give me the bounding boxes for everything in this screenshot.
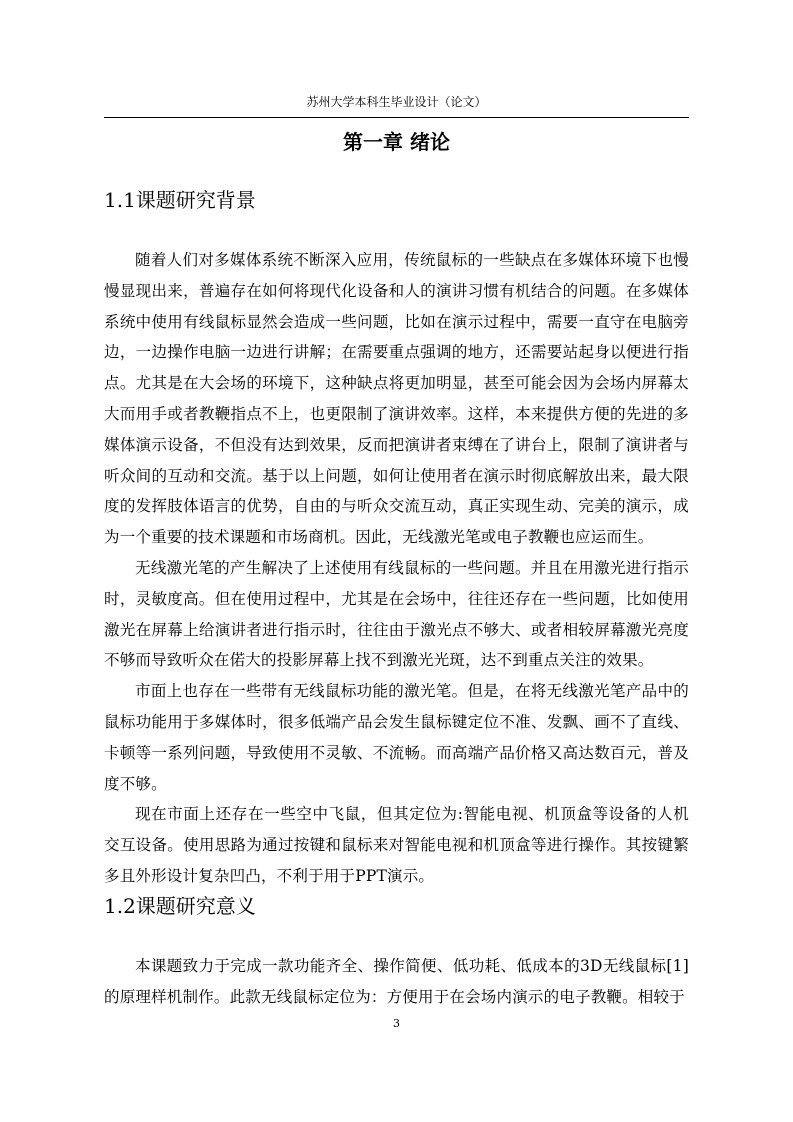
paragraph: 现在市面上还存在一些空中飞鼠，但其定位为:智能电视、机顶盒等设备的人机交互设备。使用思路为通过按键和鼠标来对智能电视和机顶盒等进行操作。其按键繁多且外形设计复杂凹凸，不利于用于PPT演示。 (104, 805, 689, 885)
page-number: 3 (393, 1017, 400, 1030)
running-header: 苏州大学本科生毕业设计（论文） (306, 95, 487, 109)
paragraph: 本课题致力于完成一款功能齐全、操作简便、低功耗、低成本的3D无线鼠标[1]的原理样机制作。此款无线鼠标定位为：方便用于在会场内演示的电子教鞭。相较于 (104, 957, 689, 1006)
section-heading-1-2: 1.2课题研究意义 (104, 894, 256, 918)
paragraph: 无线激光笔的产生解决了上述使用有线鼠标的一些问题。并且在用激光进行指示时，灵敏度高。但在使用过程中，尤其是在会场中，往往还存在一些问题，比如使用激光在屏幕上给演讲者进行指示时，往往由于激光点不够大、或者相较屏幕激光亮度不够而导致听众在偌大的投影屏幕上找不到激光光斑，达不到重点关注的效果。 (104, 558, 689, 670)
section-heading-1-1: 1.1课题研究背景 (104, 188, 256, 212)
paragraph: 随着人们对多媒体系统不断深入应用，传统鼠标的一些缺点在多媒体环境下也慢慢显现出来，普遍存在如何将现代化设备和人的演讲习惯有机结合的问题。在多媒体系统中使用有线鼠标显然会造成一些问题，比如在演示过程中，需要一直守在电脑旁边，一边操作电脑一边进行讲解；在需要重点强调的地方，还需要站起身以便进行指点。尤其是在大会场的环境下，这种缺点将更加明显，甚至可能会因为会场内屏幕太大而用手或者教鞭指点不上，也更限制了演讲效率。这样，本来提供方便的先进的多媒体演示设备，不但没有达到效果，反而把演讲者束缚在了讲台上，限制了演讲者与听众间的互动和交流。基于以上问题，如何让使用者在演示时彻底解放出来，最大限度的发挥肢体语言的优势，自由的与听众交流互动，真正实现生动、完美的演示，成为一个重要的技术课题和市场商机。因此，无线激光笔或电子教鞭也应运而生。 (104, 251, 689, 547)
section-1-1-body (104, 245, 689, 892)
paragraph: 市面上也存在一些带有无线鼠标功能的激光笔。但是，在将无线激光笔产品中的鼠标功能用于多媒体时，很多低端产品会发生鼠标键定位不准、发飘、画不了直线、卡顿等一系列问题，导致使用不灵敏、不流畅。而高端产品价格又高达数百元，普及度不够。 (104, 682, 689, 793)
chapter-title: 第一章 绪论 (343, 130, 450, 154)
header-rule (104, 117, 689, 118)
section-1-2-body (104, 951, 689, 1013)
